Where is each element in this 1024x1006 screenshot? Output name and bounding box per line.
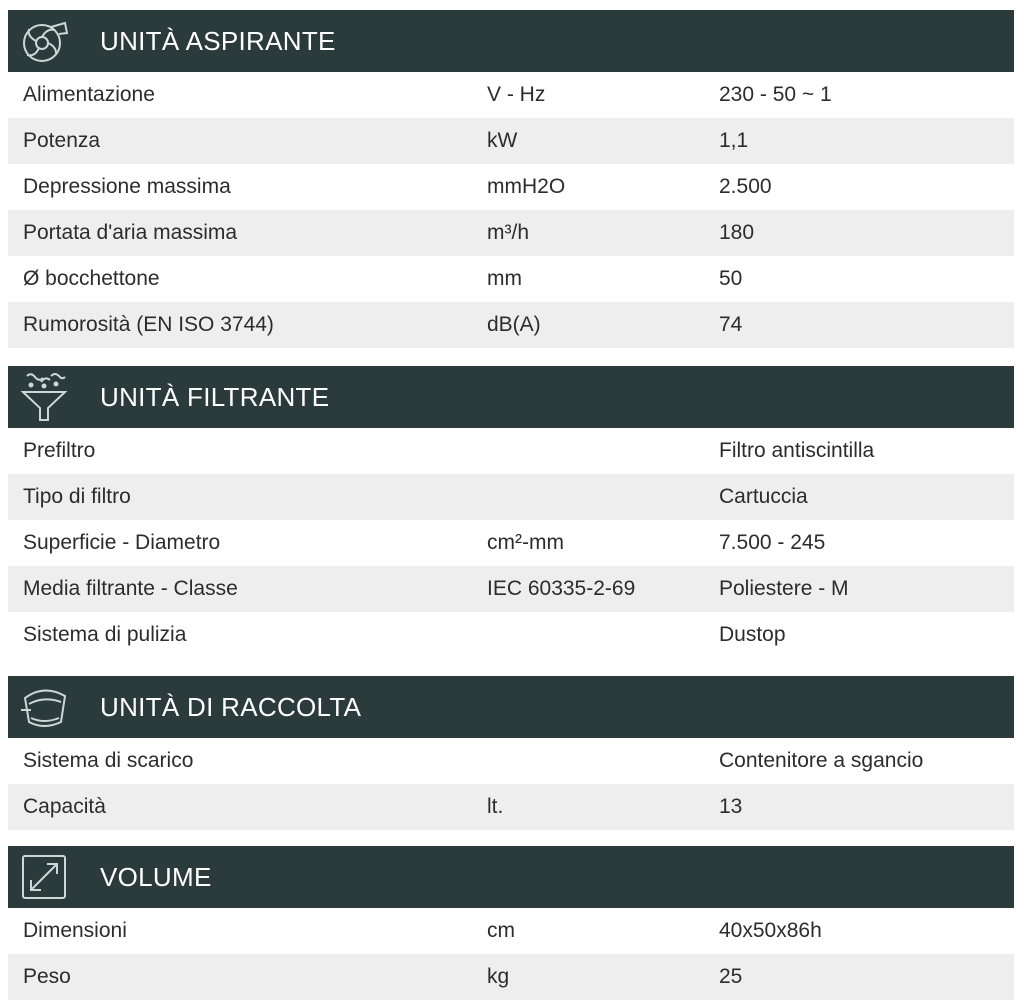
diagonal-resize-icon	[8, 846, 80, 908]
row-value: 74	[719, 313, 743, 336]
row-label: Peso	[23, 965, 71, 988]
table-row	[8, 210, 1014, 256]
row-value: Cartuccia	[719, 485, 808, 508]
table-row	[8, 118, 1014, 164]
row-label: Dimensioni	[23, 919, 127, 942]
row-unit: cm	[487, 919, 515, 942]
table-row	[8, 302, 1014, 348]
row-unit: kg	[487, 965, 510, 988]
row-unit: m³/h	[487, 221, 529, 244]
row-value: Poliestere - M	[719, 577, 849, 600]
row-label: Media filtrante - Classe	[23, 577, 238, 600]
section-title: UNITÀ DI RACCOLTA	[100, 691, 362, 722]
row-unit: dB(A)	[487, 313, 541, 336]
section-header	[8, 676, 1014, 738]
section-header	[8, 846, 1014, 908]
row-value: 40x50x86h	[719, 919, 822, 942]
section-title: UNITÀ ASPIRANTE	[100, 25, 336, 56]
table-row	[8, 428, 1014, 474]
fan-blower-icon	[8, 10, 80, 72]
row-unit: V - Hz	[487, 83, 546, 106]
row-value: Dustop	[719, 623, 786, 646]
row-label: Tipo di filtro	[23, 485, 131, 508]
row-label: Sistema di pulizia	[23, 623, 187, 646]
row-unit: lt.	[487, 795, 504, 818]
table-row	[8, 566, 1014, 612]
row-value: 13	[719, 795, 743, 818]
row-label: Sistema di scarico	[23, 749, 194, 772]
table-row	[8, 738, 1014, 784]
row-label: Prefiltro	[23, 439, 96, 462]
table-row	[8, 164, 1014, 210]
row-unit: cm²-mm	[487, 531, 564, 554]
row-unit: IEC 60335-2-69	[487, 577, 636, 600]
section-unita-aspirante	[8, 10, 1014, 348]
row-label: Potenza	[23, 129, 101, 152]
row-label: Rumorosità (EN ISO 3744)	[23, 313, 274, 336]
table-row	[8, 72, 1014, 118]
row-label: Ø bocchettone	[23, 267, 160, 290]
section-volume	[8, 846, 1014, 1000]
row-value: 50	[719, 267, 743, 290]
row-value: 180	[719, 221, 755, 244]
row-unit: mmH2O	[487, 175, 566, 198]
table-row	[8, 612, 1014, 658]
row-value: 25	[719, 965, 743, 988]
table-row	[8, 256, 1014, 302]
row-value: 7.500 - 245	[719, 531, 826, 554]
row-unit: mm	[487, 267, 522, 290]
section-header	[8, 366, 1014, 428]
row-value: 2.500	[719, 175, 772, 198]
section-title: VOLUME	[100, 861, 212, 892]
row-label: Alimentazione	[23, 83, 155, 106]
row-label: Superficie - Diametro	[23, 531, 221, 554]
table-row	[8, 784, 1014, 830]
section-unita-filtrante	[8, 366, 1014, 658]
section-header	[8, 10, 1014, 72]
table-row	[8, 474, 1014, 520]
row-label: Capacità	[23, 795, 106, 818]
collection-bin-icon	[8, 676, 80, 738]
row-value: 230 - 50 ~ 1	[719, 83, 832, 106]
section-title: UNITÀ FILTRANTE	[100, 381, 330, 412]
row-value: Filtro antiscintilla	[719, 439, 875, 462]
row-value: Contenitore a sgancio	[719, 749, 924, 772]
funnel-filter-icon	[8, 366, 80, 428]
row-unit: kW	[487, 129, 518, 152]
table-row	[8, 954, 1014, 1000]
row-label: Portata d'aria massima	[23, 221, 238, 244]
row-value: 1,1	[719, 129, 749, 152]
table-row	[8, 908, 1014, 954]
section-unita-di-raccolta	[8, 676, 1014, 830]
row-label: Depressione massima	[23, 175, 231, 198]
table-row	[8, 520, 1014, 566]
